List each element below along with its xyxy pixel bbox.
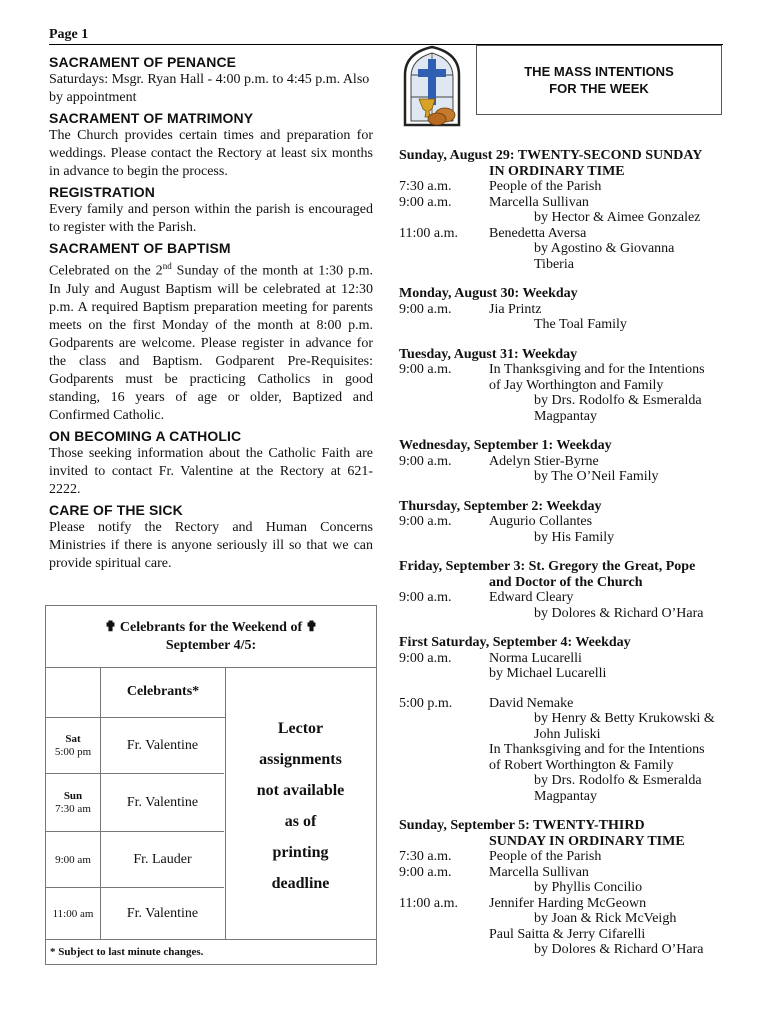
day-sun-aug-29 [399,148,729,272]
list-item: 5:00 p.m. David Nemake [399,695,574,711]
section-text: Those seeking information about the Catholic Faith are invited to contact Fr. Valentine at the Rectory at 621-2222. [49,445,373,497]
donor-text: by Joan & Rick McVeigh [534,911,677,926]
list-item: 7:30 a.m. People of the Parish [399,849,602,864]
lector-line: as of [284,813,317,830]
lector-line: deadline [271,875,330,892]
list-item: 9:00 a.m. Marcella Sullivan [399,864,589,880]
mass-time: Sat 5:00 pm [54,733,92,758]
day-sat-sep-4 [399,635,729,804]
table-row [46,717,224,774]
section-text: Please notify the Rectory and Human Concerns Ministries if there is anyone seriously ill so that we can provide spiritual care. [49,519,373,571]
table-row [46,831,224,888]
donor-text: by The O’Neil Family [534,469,659,484]
title-line: THE MASS INTENTIONS [524,64,674,79]
footnote: * Subject to last minute changes. [46,939,376,964]
donor-text: by Dolores & Richard O’Hara [534,942,704,957]
stained-glass-cross-chalice-icon [397,45,467,127]
celebrants-box [45,605,377,965]
day-heading: Sunday, August 29: TWENTY-SECOND SUNDAY IN ORDINARY TIME [399,148,703,179]
donor-text: by His Family [534,529,615,545]
day-heading: First Saturday, September 4: Weekday [399,635,631,650]
intention-text: Paul Saitta & Jerry Cifarelli [489,926,646,942]
lector-line: Lector [277,720,324,737]
intention-text: of Jay Worthington and Family [489,377,664,393]
sacraments-column [49,52,373,576]
table-row [46,773,224,832]
list-item: 9:00 a.m. Adelyn Stier-Byrne [399,453,599,469]
list-item: 9:00 a.m. Marcella Sullivan [399,194,589,210]
intention-text: of Robert Worthington & Family [489,757,674,773]
table-row [46,887,224,940]
list-item: 11:00 a.m. Jennifer Harding McGeown [399,895,647,911]
day-heading: Tuesday, August 31: Weekday [399,346,578,362]
donor-text: Magpantay [534,788,597,804]
day-heading: Sunday, September 5: TWENTY-THIRD SUNDAY IN ORDINARY TIME [399,818,685,849]
donor-text: by Phyllis Concilio [534,880,643,895]
donor-text: by Hector & Aimee Gonzalez [534,210,701,225]
lector-line: assignments [259,751,342,768]
title-line: ✟ Celebrants for the Weekend of ✟ [104,619,318,635]
list-item: 9:00 a.m. Jia Printz [399,301,542,317]
mass-time: Sun 7:30 am [55,790,91,815]
lector-line: not available [256,782,345,799]
donor-text: by Dolores & Richard O’Hara [534,605,704,621]
day-tue-aug-31 [399,347,729,425]
celebrants-title [46,606,376,668]
donor-text: by Agostino & Giovanna [534,241,675,256]
mass-intentions-list [399,148,729,972]
donor-text: by Drs. Rodolfo & Esmeralda [534,773,702,788]
donor-text: by Henry & Betty Krukowski & [534,711,715,726]
celebrant-name: Fr. Lauder [100,832,224,888]
day-mon-aug-30 [399,286,729,333]
list-item: 11:00 a.m. Benedetta Aversa [399,225,587,241]
title-line: September 4/5: [165,637,257,653]
mass-intentions-title [476,45,722,115]
celebrant-name: Fr. Valentine [100,718,224,774]
donor-text: by Michael Lucarelli [489,666,607,681]
day-heading: Thursday, September 2: Weekday [399,498,602,514]
section-text: Saturdays: Msgr. Ryan Hall - 4:00 p.m. to 4:45 p.m. Also by appointment [49,72,370,105]
title-line: FOR THE WEEK [549,81,649,96]
section-heading: SACRAMENT OF PENANCE [49,54,237,70]
section-text: Celebrated on the 2nd Sunday of the month at 1:30 p.m. In July and August Baptism will be celebrated at 12:30 p.m. A required Baptism preparation meeting for parents meets on the first Monday of the month at 8:00 p.m. Godparents are welcome. Please register in advance for the class and Baptism. Godparent Pre-Requisites: Godparents must be practicing Catholics in good standing, 16 years of age or older, Baptized and Confirmed Catholic. [49,261,373,423]
celebrants-table [46,667,376,939]
donor-text: John Juliski [534,726,601,742]
donor-text: by Drs. Rodolfo & Esmeralda [534,393,702,408]
section-text: Every family and person within the parish is encouraged to register with the Parish. [49,202,373,235]
celebrants-column-header: Celebrants* [100,667,226,718]
list-item: 9:00 a.m. Augurio Collantes [399,514,593,529]
list-item: 9:00 a.m. Norma Lucarelli [399,650,582,666]
list-item: 9:00 a.m. Edward Cleary [399,590,574,605]
section-text: The Church provides certain times and preparation for weddings. Please contact the Rectory at least six months in advance to begin the process. [49,128,373,179]
intention-text: In Thanksgiving and for the Intentions [489,742,705,757]
day-heading: Monday, August 30: Weekday [399,286,578,301]
page-number: Page 1 [49,27,89,42]
list-item: 9:00 a.m. In Thanksgiving and for the Intentions [399,362,705,377]
section-heading: SACRAMENT OF BAPTISM [49,240,231,256]
day-fri-sep-3 [399,559,729,621]
donor-text: Magpantay [534,408,597,424]
lector-line: printing [272,844,329,861]
section-heading: REGISTRATION [49,184,155,200]
day-heading: Wednesday, September 1: Weekday [399,438,612,453]
donor-text: Tiberia [534,256,574,272]
section-heading: CARE OF THE SICK [49,501,183,518]
header-rule [49,44,393,45]
donor-text: The Toal Family [534,317,627,332]
day-thu-sep-2 [399,499,729,546]
lector-notice [225,667,375,939]
mass-time: 9:00 am [55,853,91,866]
section-heading: SACRAMENT OF MATRIMONY [49,110,254,126]
day-sun-sep-5 [399,818,729,958]
celebrant-name: Fr. Valentine [100,774,224,832]
section-heading: ON BECOMING A CATHOLIC [49,427,242,444]
list-item: 7:30 a.m. People of the Parish [399,179,602,194]
day-wed-sep-1 [399,438,729,485]
day-heading: Friday, September 3: St. Gregory the Great, Pope and Doctor of the Church [399,559,696,590]
celebrant-name: Fr. Valentine [100,888,224,940]
mass-time: 11:00 am [52,907,94,920]
